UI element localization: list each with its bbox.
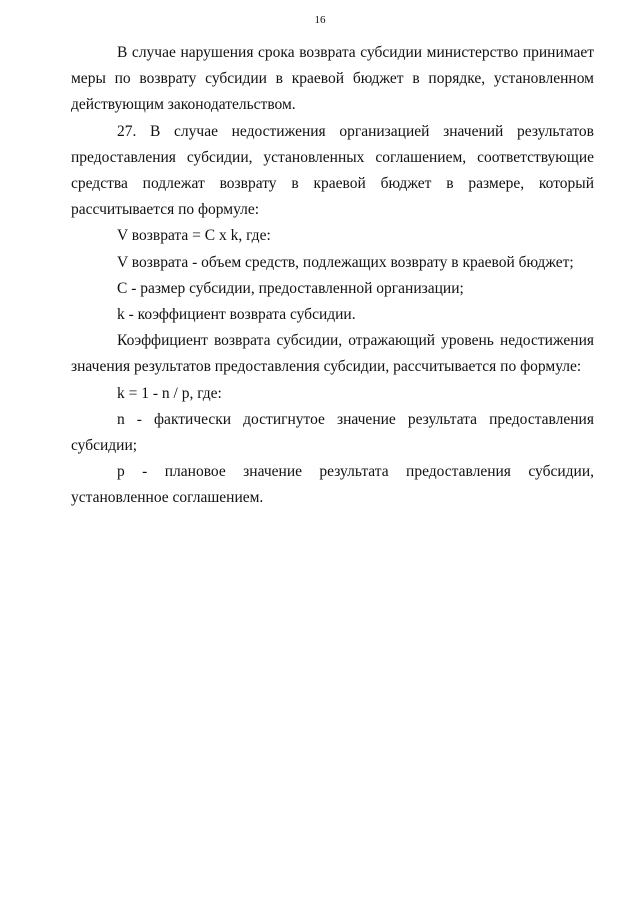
formula-refund-volume: V возврата = С x k, где:: [117, 227, 271, 245]
paragraph-coefficient: Коэффициент возврата субсидии, отражающий уровень недостижения значения результатов предоставления субсидии, рассчитывается по формуле:: [71, 332, 594, 376]
definition-n: n - фактически достигнутое значение результата предоставления субсидии;: [71, 410, 594, 455]
paragraph-clause-27: 27. В случае недостижения организацией значений результатов предоставления субсидии, установленных соглашением, соответствующие средства подлежат возврату в краевой бюджет в размере, который рассчитывается по формуле:: [71, 122, 594, 219]
paragraph-refund-violation: В случае нарушения срока возврата субсидии министерство принимает меры по возврату субсидии в краевой бюджет в порядке, установленном действующим законодательством.: [71, 44, 594, 114]
definition-k: k - коэффициент возврата субсидии.: [117, 306, 356, 324]
document-body: [71, 40, 594, 512]
definition-p: p - плановое значение результата предоставления субсидии, установленное соглашением.: [71, 463, 594, 507]
formula-coefficient: k = 1 - n / p, где:: [117, 384, 222, 402]
definition-v-refund: V возврата - объем средств, подлежащих возврату в краевой бюджет;: [117, 253, 574, 271]
definition-c: С - размер субсидии, предоставленной организации;: [117, 279, 464, 297]
page-number: 16: [314, 14, 326, 26]
